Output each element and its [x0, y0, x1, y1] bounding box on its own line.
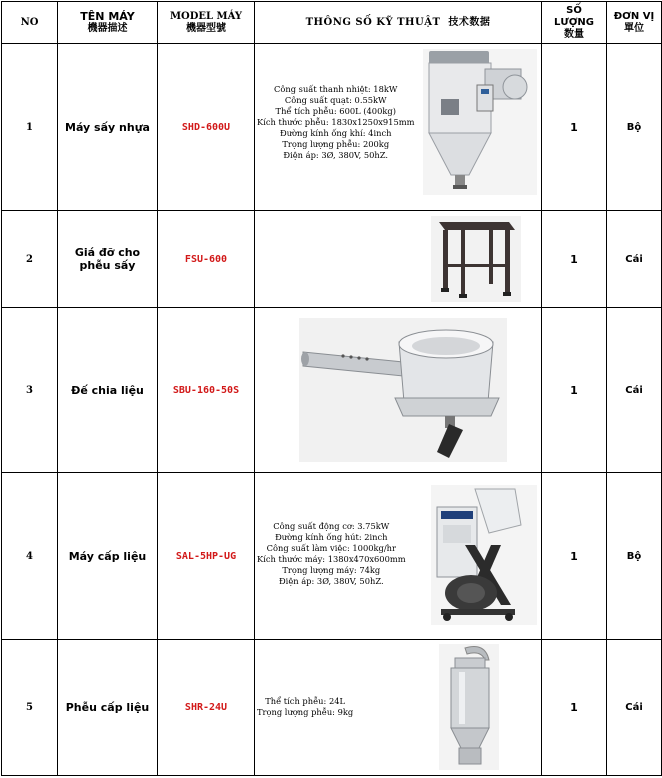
row-spec-cell: [255, 308, 542, 473]
table-row: [2, 308, 662, 473]
row-model: FSU-600: [158, 211, 255, 308]
spec-line: Trọng lượng phễu: 200kg: [282, 139, 390, 149]
header-spec-cn: 技术数据: [448, 16, 491, 28]
spec-line: Công suất thanh nhiệt: 18kW: [274, 84, 398, 94]
row-unit: Cái: [607, 308, 662, 473]
header-qty-vi-2: LƯỢNG: [553, 16, 595, 28]
row-name: Máy cấp liệu: [58, 473, 158, 640]
row-unit: Bộ: [607, 44, 662, 211]
row-spec-cell: [255, 473, 542, 640]
row-qty: 1: [542, 640, 607, 776]
spec-line: Đường kính ống khí: 4inch: [280, 128, 392, 138]
spec-line: Kích thước máy: 1380x470x600mm: [257, 554, 406, 564]
row-model: SHD-600U: [158, 44, 255, 211]
spec-line: Trọng lượng phễu: 9kg: [257, 707, 354, 717]
table-row: [2, 473, 662, 640]
row-unit: Cái: [607, 640, 662, 776]
header-unit: [607, 2, 662, 44]
row-spec-cell: [255, 640, 542, 776]
spec-line: Điện áp: 3Ø, 380V, 50hZ.: [278, 576, 384, 586]
row-no: 1: [2, 44, 58, 211]
row-model: SHR-24U: [158, 640, 255, 776]
header-qty-cn: 数量: [564, 28, 584, 40]
header-name: [58, 2, 158, 44]
row-model: SBU-160-50S: [158, 308, 255, 473]
spec-line: Thể tích phễu: 600L (400kg): [275, 106, 396, 116]
row-name: Giá đỡ cho phễu sấy: [58, 211, 158, 308]
row-name: Phễu cấp liệu: [58, 640, 158, 776]
vacuum-loader-image: [431, 485, 537, 625]
row-model: SAL-5HP-UG: [158, 473, 255, 640]
header-model: [158, 2, 255, 44]
header-no: NO: [2, 2, 58, 44]
header-unit-cn: 單位: [624, 22, 644, 34]
spec-line: Công suất động cơ: 3.75kW: [273, 521, 390, 531]
spec-line: Điện áp: 3Ø, 380V, 50hZ.: [283, 150, 389, 160]
row-qty: 1: [542, 44, 607, 211]
row-no: 5: [2, 640, 58, 776]
feeding-hopper-image: [439, 644, 499, 770]
row-qty: 1: [542, 308, 607, 473]
header-spec-vi: THÔNG SỐ KỸ THUẬT: [305, 16, 441, 28]
row-unit: Bộ: [607, 473, 662, 640]
row-no: 3: [2, 308, 58, 473]
spec-list: [257, 696, 353, 718]
header-model-vi: MODEL MÁY: [169, 10, 243, 22]
equipment-table: [1, 1, 662, 776]
table-row: [2, 44, 662, 211]
spec-line: Công suất quạt: 0.55kW: [284, 95, 387, 105]
spec-line: Đường kính ống hút: 2inch: [275, 532, 388, 542]
header-spec: [255, 2, 542, 44]
material-distribution-base-image: [299, 318, 507, 462]
row-name: Máy sấy nhựa: [58, 44, 158, 211]
row-no: 4: [2, 473, 58, 640]
row-spec-cell: [255, 44, 542, 211]
header-name-cn: 機器描述: [87, 22, 128, 34]
header-unit-vi: ĐƠN VỊ: [613, 10, 655, 22]
header-qty: [542, 2, 607, 44]
spec-list: [257, 84, 414, 161]
hopper-stand-image: [431, 216, 521, 302]
row-no: 2: [2, 211, 58, 308]
header-qty-vi-1: SỐ: [566, 4, 582, 16]
spec-line: Trọng lượng máy: 74kg: [282, 565, 381, 575]
spec-line: Công suất làm việc: 1000kg/hr: [266, 543, 396, 553]
row-unit: Cái: [607, 211, 662, 308]
row-qty: 1: [542, 473, 607, 640]
row-qty: 1: [542, 211, 607, 308]
hopper-dryer-image: [423, 49, 537, 195]
table-row: [2, 211, 662, 308]
spec-line: Thể tích phễu: 24L: [265, 696, 346, 706]
header-name-vi: TÊN MÁY: [80, 9, 135, 23]
spec-line: Kích thước phễu: 1830x1250x915mm: [257, 117, 415, 127]
table-row: [2, 640, 662, 776]
row-name: Đế chia liệu: [58, 308, 158, 473]
header-model-cn: 機器型號: [186, 22, 226, 34]
spec-list: [257, 521, 406, 587]
header-row: [2, 2, 662, 44]
row-spec-cell: [255, 211, 542, 308]
